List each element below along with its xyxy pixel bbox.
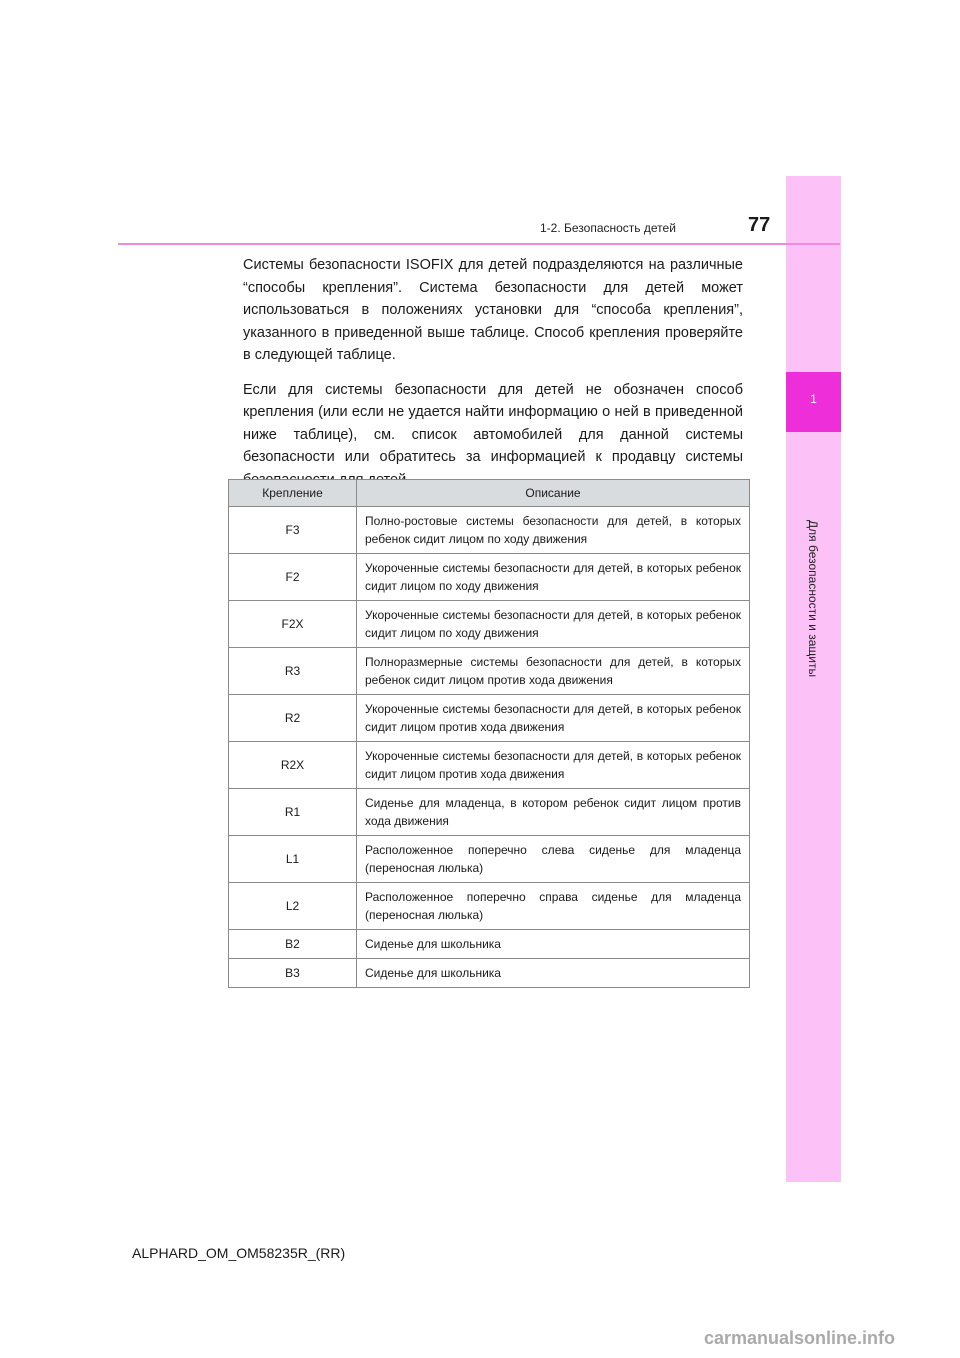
table-row — [229, 742, 750, 789]
table-row — [229, 601, 750, 648]
section-title: 1-2. Безопасность детей — [540, 221, 676, 235]
fixture-code: R3 — [229, 648, 357, 695]
fixture-code: L2 — [229, 883, 357, 930]
fixture-code: B2 — [229, 930, 357, 959]
fixture-code: R2 — [229, 695, 357, 742]
chapter-title-vertical — [790, 520, 837, 830]
table-row — [229, 930, 750, 959]
fixture-description: Полноразмерные системы безопасности для детей, в которых ребенок сидит лицом против хода движения — [357, 648, 750, 695]
table-row — [229, 695, 750, 742]
table-row — [229, 883, 750, 930]
table-header-row — [229, 480, 750, 507]
table-row — [229, 554, 750, 601]
header-fixture: Крепление — [229, 480, 357, 507]
body-text — [243, 254, 743, 503]
fixture-code: F3 — [229, 507, 357, 554]
fixture-description: Укороченные системы безопасности для детей, в которых ребенок сидит лицом по ходу движения — [357, 601, 750, 648]
fixture-code: F2X — [229, 601, 357, 648]
table-row — [229, 836, 750, 883]
document-code: ALPHARD_OM_OM58235R_(RR) — [132, 1245, 346, 1261]
chapter-number: 1 — [810, 392, 817, 406]
fixture-description: Сиденье для школьника — [357, 959, 750, 988]
header-rule — [118, 243, 840, 245]
table-row — [229, 648, 750, 695]
fixture-code: B3 — [229, 959, 357, 988]
fixture-description: Полно-ростовые системы безопасности для детей, в которых ребенок сидит лицом по ходу движения — [357, 507, 750, 554]
fixture-description: Укороченные системы безопасности для детей, в которых ребенок сидит лицом против хода движения — [357, 742, 750, 789]
fixture-code: R2X — [229, 742, 357, 789]
fixture-description: Расположенное поперечно слева сиденье для младенца (переносная люлька) — [357, 836, 750, 883]
chapter-title-text: Для безопасности и защиты — [805, 520, 820, 678]
fixture-code: F2 — [229, 554, 357, 601]
fixture-description: Расположенное поперечно справа сиденье для младенца (переносная люлька) — [357, 883, 750, 930]
fixture-code: R1 — [229, 789, 357, 836]
fixture-description: Сиденье для младенца, в котором ребенок сидит лицом против хода движения — [357, 789, 750, 836]
table-row — [229, 959, 750, 988]
paragraph-2: Если для системы безопасности для детей не обозначен способ крепления (или если не удается найти информацию о ней в приведенной ниже таблице), см. список автомобилей для данной системы безопасности или обратитесь за информацией к продавцу системы — [243, 381, 743, 465]
table-row — [229, 507, 750, 554]
isofix-fixture-table — [228, 479, 750, 988]
paragraph-1: Системы безопасности ISOFIX для детей подразделяются на различные “способы крепления”. Система безопасности для детей может использоваться в положениях установки для “способа крепления”, указанного в приведенной выше таблице. Способ крепления проверяйте в следующей таблице. — [243, 257, 743, 363]
fixture-code: L1 — [229, 836, 357, 883]
fixture-description: Сиденье для школьника — [357, 930, 750, 959]
fixture-description: Укороченные системы безопасности для детей, в которых ребенок сидит лицом по ходу движения — [357, 554, 750, 601]
watermark: carmanualsonline.info — [704, 1328, 896, 1348]
table-row — [229, 789, 750, 836]
header-description: Описание — [357, 480, 750, 507]
fixture-description: Укороченные системы безопасности для детей, в которых ребенок сидит лицом против хода движения — [357, 695, 750, 742]
page-number: 77 — [748, 214, 771, 236]
